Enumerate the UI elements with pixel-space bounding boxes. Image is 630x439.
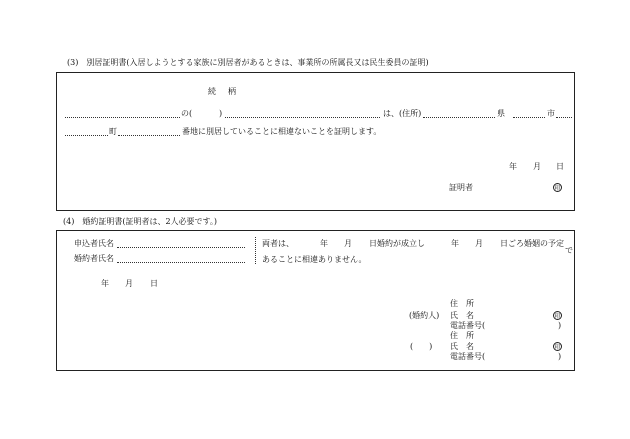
city-label: 市 [547, 109, 555, 118]
witness2-phone-close: ) [558, 352, 562, 361]
witness1-seal-icon: 印 [554, 313, 561, 320]
witness2-seal-icon: 印 [554, 344, 561, 351]
witness1-address-label: 住 所 [450, 299, 474, 308]
separated-person-field[interactable] [225, 117, 380, 118]
applicant-name-label: 申込者氏名 [74, 239, 114, 248]
witness1-name-label: 氏 名 [450, 311, 474, 320]
applicant-name-field[interactable] [117, 247, 245, 248]
wa-address-label: は、(住所) [383, 109, 422, 118]
witness1-phone-close: ) [558, 321, 562, 330]
city-field-tail[interactable] [556, 117, 572, 118]
town-field[interactable] [65, 135, 108, 136]
witness1-role: (婚約人) [409, 311, 440, 320]
no-open-paren: の( [181, 109, 193, 118]
sign-date-day: 日 [150, 279, 158, 288]
prefecture-field[interactable] [423, 117, 495, 118]
certifier-seal-icon: 印 [554, 185, 561, 192]
section3-heading: (3) 別居証明書(入居しようとする家族に別居者があるときは、事業所の所属長又は民生委員の証明) [67, 58, 429, 67]
prefecture-label: 県 [497, 109, 505, 118]
certify-text: 番地に別居していることに相違ないことを証明します。 [182, 127, 382, 136]
engagement-year: 年 [320, 239, 328, 248]
city-field[interactable] [513, 117, 545, 118]
resident-name-field[interactable] [65, 117, 180, 118]
witness2-phone-label: 電話番号( [450, 352, 486, 361]
cert-date-day: 日 [556, 162, 564, 171]
confirm-text: あることに相違ありません。 [262, 255, 367, 264]
certifier-label: 証明者 [449, 183, 473, 192]
street-number-field[interactable] [118, 135, 180, 136]
marriage-year: 年 [451, 239, 459, 248]
marriage-month: 月 [475, 239, 483, 248]
witness2-name-label: 氏 名 [450, 342, 474, 351]
witness1-phone-label: 電話番号( [450, 321, 486, 330]
witness2-address-label: 住 所 [450, 331, 474, 340]
sign-date-month: 月 [125, 279, 133, 288]
fiance-name-label: 婚約者氏名 [74, 254, 114, 263]
marriage-planned-text: 日ごろ婚姻の予定 [500, 239, 564, 248]
no-close-paren: ) [219, 109, 223, 118]
cert-date-month: 月 [533, 162, 541, 171]
engagement-established-text: 日婚約が成立し [369, 239, 425, 248]
engagement-certificate-box [56, 230, 575, 371]
de-text: で [565, 246, 573, 255]
both-parties-label: 両者は、 [262, 239, 294, 248]
cert-date-year: 年 [509, 162, 517, 171]
separate-residence-certificate-box [56, 72, 575, 211]
bracket-divider [255, 237, 256, 264]
relationship-label: 続 柄 [208, 87, 238, 96]
town-label: 町 [109, 127, 117, 136]
sign-date-year: 年 [101, 279, 109, 288]
fiance-name-field[interactable] [117, 262, 245, 263]
section4-heading: (4) 婚約証明書(証明者は、2人必要です。) [63, 217, 218, 226]
engagement-month: 月 [344, 239, 352, 248]
witness2-role: ( ) [410, 342, 433, 351]
